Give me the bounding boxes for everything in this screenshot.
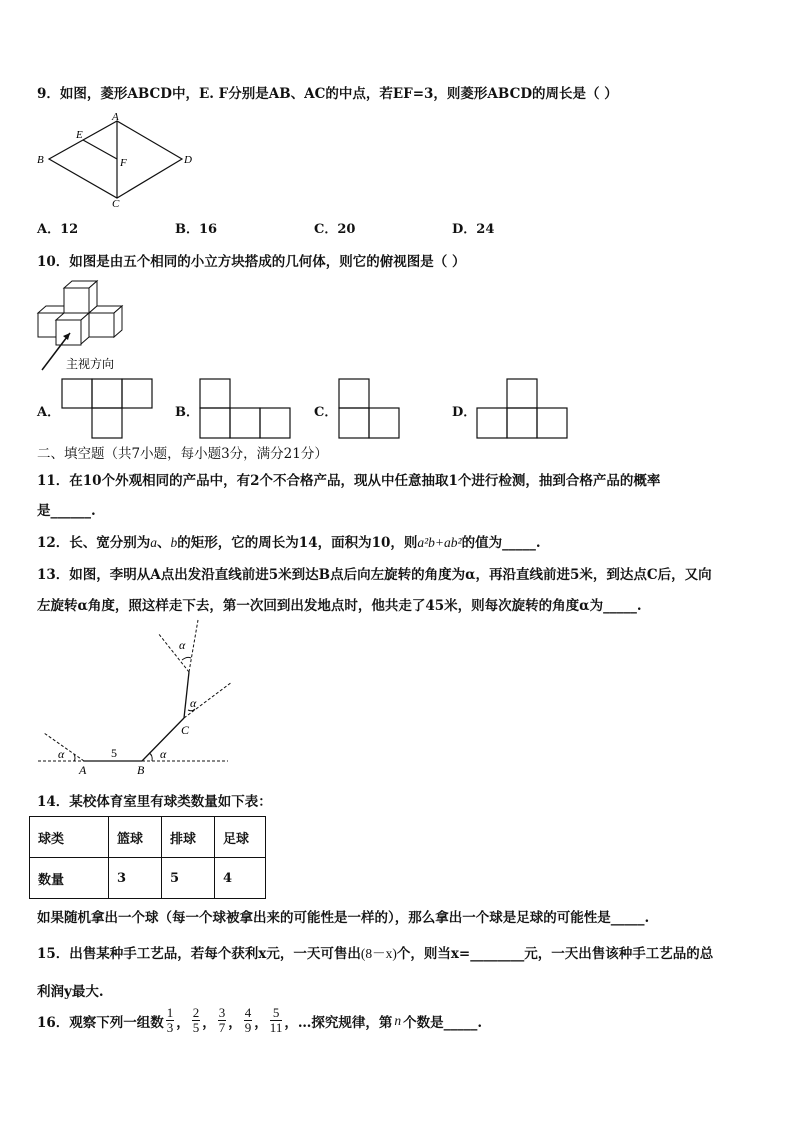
q11-line1: 11．在10个外观相同的产品中，有2个不合格产品，现从中任意抽取1个进行检测，抽到合格产品的概率 bbox=[37, 473, 661, 489]
q12-middle: 的矩形，它的周长为14，面积为10，则 bbox=[177, 535, 418, 551]
q14-intro: 14．某校体育室里有球类数量如下表： bbox=[37, 794, 272, 810]
q10-option-a-letter: A． bbox=[37, 405, 61, 420]
fraction: $\frac{1}{3}$ bbox=[166, 1005, 174, 1035]
fraction: $\frac{4}{9}$ bbox=[244, 1005, 252, 1035]
q16-suffix: 个数是_____. bbox=[403, 1014, 483, 1031]
q9-option-a: A．12 bbox=[37, 222, 79, 237]
fraction: $\frac{3}{7}$ bbox=[218, 1005, 226, 1035]
q15-line2: 利润y最大. bbox=[37, 984, 104, 1000]
q16-text: 16．观察下列一组数 $\frac{1}{3}$ ， $\frac{2}{5}$ ， $\frac{3}{7}$ ， $\frac{4}{9}$ ， $\frac{5}{11}$ ，…探究规律，第 n 个数是_____. bbox=[37, 1005, 483, 1035]
q14-question: 如果随机拿出一个球（每一个球被拿出来的可能性是一样的），那么拿出一个球是足球的可能性是_____. bbox=[37, 910, 650, 926]
q9-option-d: D．24 bbox=[452, 222, 495, 237]
section-heading: 二、填空题（共7小题，每小题3分，满分21分） bbox=[37, 446, 328, 462]
q9-option-b: B．16 bbox=[175, 222, 218, 237]
alpha-top: α bbox=[179, 638, 186, 652]
fraction: $\frac{2}{5}$ bbox=[192, 1005, 200, 1035]
q10-text: 10．如图是由五个相同的小立方块搭成的几何体，则它的俯视图是（ ） bbox=[37, 254, 466, 270]
table-row bbox=[30, 817, 266, 858]
q10-option-d-letter: D． bbox=[452, 405, 477, 420]
q16-middle: ，…探究规律，第 bbox=[284, 1014, 393, 1031]
q15-part1: 15．出售某种手工艺品，若每个获利x元，一天可售出 bbox=[37, 946, 361, 962]
table-cell: 4 bbox=[215, 858, 266, 899]
q15-part2: 个，则当x=________元，一天出售该种手工艺品的总 bbox=[396, 946, 714, 962]
table-header-cell: 排球 bbox=[162, 817, 215, 858]
q13-path-figure bbox=[36, 618, 236, 778]
alpha-b: α bbox=[160, 747, 167, 761]
q9-text: 9．如图，菱形ABCD中，E. F分别是AB、AC的中点，若EF=3，则菱形ABCD的周长是（ ） bbox=[37, 86, 618, 102]
label-b: B bbox=[137, 763, 145, 777]
table-row bbox=[30, 858, 266, 899]
table-cell: 5 bbox=[162, 858, 215, 899]
q12-suffix: 的值为_____. bbox=[461, 535, 541, 551]
label-a: A bbox=[79, 763, 87, 777]
direction-label: 主视方向 bbox=[66, 357, 115, 371]
q15-line1 bbox=[37, 942, 713, 962]
label-c: C bbox=[181, 723, 190, 737]
q10-option-c-letter: C． bbox=[314, 405, 338, 420]
label-c: C bbox=[112, 198, 120, 208]
q9-rhombus-figure bbox=[34, 110, 204, 208]
table-header-cell: 篮球 bbox=[109, 817, 162, 858]
q10-cubes-figure bbox=[34, 278, 144, 374]
q10-option-c-figure bbox=[338, 378, 401, 440]
q10-option-d-figure bbox=[476, 378, 569, 440]
q10-option-b-letter: B． bbox=[175, 405, 199, 420]
q16-prefix: 16．观察下列一组数 bbox=[37, 1014, 164, 1031]
q15-expr: (8－x) bbox=[360, 946, 397, 961]
q10-option-b-figure bbox=[199, 378, 292, 440]
table-header-cell: 球类 bbox=[30, 817, 109, 858]
label-a: A bbox=[112, 111, 119, 123]
label-b: B bbox=[37, 154, 44, 166]
q12-a: a bbox=[150, 535, 158, 550]
label-e: E bbox=[76, 129, 83, 141]
q13-line1: 13．如图，李明从A点出发沿直线前进5米到达B点后向左旋转的角度为α，再沿直线前进5米，到达点C后，又向 bbox=[37, 567, 712, 583]
q10-option-a-figure bbox=[61, 378, 154, 440]
q12-b: b bbox=[170, 535, 178, 550]
table-cell: 数量 bbox=[30, 858, 109, 899]
table-cell: 3 bbox=[109, 858, 162, 899]
q12-prefix: 12．长、宽分别为 bbox=[37, 535, 151, 551]
q11-line2: 是______. bbox=[37, 503, 96, 519]
q16-n: n bbox=[394, 1012, 402, 1028]
label-five: 5 bbox=[111, 746, 117, 760]
q12-text bbox=[37, 531, 541, 551]
ball-count-table bbox=[29, 816, 266, 899]
label-d: D bbox=[184, 154, 192, 166]
q12-sep: 、 bbox=[157, 535, 171, 551]
q9-option-c: C．20 bbox=[314, 222, 356, 237]
table-header-cell: 足球 bbox=[215, 817, 266, 858]
q12-expr: a²b+ab² bbox=[417, 535, 462, 550]
fraction: $\frac{5}{11}$ bbox=[269, 1005, 283, 1035]
alpha-a: α bbox=[58, 747, 65, 761]
label-f: F bbox=[120, 157, 127, 169]
q13-line2: 左旋转α角度，照这样走下去，第一次回到出发地点时，他共走了45米，则每次旋转的角度α为_____. bbox=[37, 598, 642, 614]
alpha-c: α bbox=[190, 696, 197, 710]
